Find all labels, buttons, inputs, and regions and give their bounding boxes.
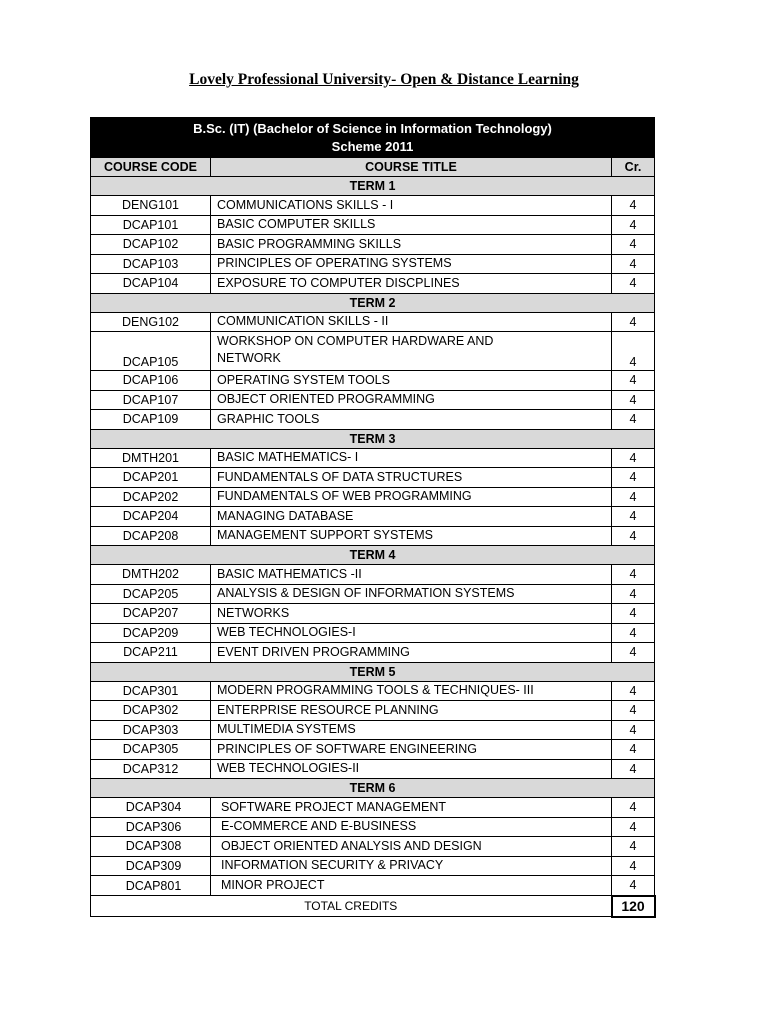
table-row [91, 312, 655, 332]
course-credits: 4 [612, 487, 655, 507]
column-header-title: COURSE TITLE [211, 158, 612, 177]
course-credits: 4 [612, 215, 655, 235]
course-table [90, 117, 656, 918]
course-credits: 4 [612, 371, 655, 391]
course-title: OBJECT ORIENTED ANALYSIS AND DESIGN [211, 837, 612, 857]
course-code: DENG102 [91, 312, 211, 332]
table-row [91, 254, 655, 274]
course-code: DMTH202 [91, 565, 211, 585]
table-row [91, 390, 655, 410]
table-row [91, 565, 655, 585]
column-header-row [91, 158, 655, 177]
table-row [91, 215, 655, 235]
course-title: BASIC PROGRAMMING SKILLS [211, 235, 612, 255]
course-credits: 4 [612, 274, 655, 294]
course-code: DCAP801 [91, 876, 211, 896]
course-credits: 4 [612, 196, 655, 216]
course-code: DCAP103 [91, 254, 211, 274]
course-code: DCAP302 [91, 701, 211, 721]
course-credits: 4 [612, 332, 655, 371]
course-credits: 4 [612, 410, 655, 430]
program-header [91, 118, 655, 158]
course-code: DCAP104 [91, 274, 211, 294]
course-title: BASIC COMPUTER SKILLS [211, 215, 612, 235]
program-name: B.Sc. (IT) (Bachelor of Science in Information Technology) [193, 121, 552, 136]
course-code: DCAP308 [91, 837, 211, 857]
term-row [91, 662, 655, 681]
course-code: DCAP304 [91, 798, 211, 818]
table-row [91, 798, 655, 818]
course-title: MULTIMEDIA SYSTEMS [211, 720, 612, 740]
course-title: NETWORKS [211, 604, 612, 624]
term-label: TERM 3 [91, 429, 655, 448]
total-row [91, 896, 655, 917]
course-title: INFORMATION SECURITY & PRIVACY [211, 856, 612, 876]
course-code: DCAP209 [91, 623, 211, 643]
course-code: DMTH201 [91, 448, 211, 468]
course-title: GRAPHIC TOOLS [211, 410, 612, 430]
table-row [91, 274, 655, 294]
course-credits: 4 [612, 876, 655, 896]
course-credits: 4 [612, 526, 655, 546]
table-row [91, 371, 655, 391]
course-credits: 4 [612, 740, 655, 760]
course-code: DCAP211 [91, 643, 211, 663]
course-credits: 4 [612, 643, 655, 663]
course-code: DCAP106 [91, 371, 211, 391]
course-credits: 4 [612, 468, 655, 488]
course-title: COMMUNICATIONS SKILLS - I [211, 196, 612, 216]
course-credits: 4 [612, 584, 655, 604]
course-code: DCAP305 [91, 740, 211, 760]
term-label: TERM 1 [91, 177, 655, 196]
course-title-line: NETWORK [217, 351, 281, 365]
course-code: DCAP205 [91, 584, 211, 604]
table-row [91, 837, 655, 857]
course-title: EVENT DRIVEN PROGRAMMING [211, 643, 612, 663]
table-row [91, 643, 655, 663]
term-row [91, 293, 655, 312]
term-label: TERM 2 [91, 293, 655, 312]
course-credits: 4 [612, 254, 655, 274]
table-row [91, 196, 655, 216]
course-code: DCAP202 [91, 487, 211, 507]
table-row [91, 448, 655, 468]
table-row [91, 876, 655, 896]
course-credits: 4 [612, 390, 655, 410]
course-code: DCAP201 [91, 468, 211, 488]
term-row [91, 177, 655, 196]
column-header-code: COURSE CODE [91, 158, 211, 177]
course-credits: 4 [612, 235, 655, 255]
course-credits: 4 [612, 856, 655, 876]
term-label: TERM 5 [91, 662, 655, 681]
course-title: E-COMMERCE AND E-BUSINESS [211, 817, 612, 837]
course-title: MANAGEMENT SUPPORT SYSTEMS [211, 526, 612, 546]
table-row [91, 701, 655, 721]
course-code: DCAP301 [91, 681, 211, 701]
table-row [91, 681, 655, 701]
table-row [91, 856, 655, 876]
course-credits: 4 [612, 817, 655, 837]
course-code: DCAP109 [91, 410, 211, 430]
course-title: EXPOSURE TO COMPUTER DISCPLINES [211, 274, 612, 294]
table-row [91, 623, 655, 643]
course-credits: 4 [612, 565, 655, 585]
course-code: DCAP101 [91, 215, 211, 235]
table-row [91, 584, 655, 604]
course-credits: 4 [612, 507, 655, 527]
course-credits: 4 [612, 701, 655, 721]
course-code: DCAP107 [91, 390, 211, 410]
course-credits: 4 [612, 681, 655, 701]
table-row [91, 604, 655, 624]
course-title: SOFTWARE PROJECT MANAGEMENT [211, 798, 612, 818]
table-row [91, 487, 655, 507]
course-title: ENTERPRISE RESOURCE PLANNING [211, 701, 612, 721]
table-row [91, 332, 655, 371]
course-code: DCAP102 [91, 235, 211, 255]
course-title: WEB TECHNOLOGIES-II [211, 759, 612, 779]
course-code: DCAP208 [91, 526, 211, 546]
table-row [91, 759, 655, 779]
table-row [91, 507, 655, 527]
table-row [91, 526, 655, 546]
table-row [91, 468, 655, 488]
table-row [91, 235, 655, 255]
course-title: BASIC MATHEMATICS -II [211, 565, 612, 585]
course-credits: 4 [612, 798, 655, 818]
course-title-line: WORKSHOP ON COMPUTER HARDWARE AND [217, 334, 494, 348]
course-title: MANAGING DATABASE [211, 507, 612, 527]
course-title: MODERN PROGRAMMING TOOLS & TECHNIQUES- III [211, 681, 612, 701]
course-code: DCAP312 [91, 759, 211, 779]
table-row [91, 740, 655, 760]
course-code: DENG101 [91, 196, 211, 216]
term-row [91, 546, 655, 565]
document-title: Lovely Professional University- Open & Distance Learning [189, 71, 579, 88]
course-credits: 4 [612, 720, 655, 740]
table-row [91, 410, 655, 430]
program-scheme: Scheme 2011 [331, 139, 414, 154]
term-row [91, 429, 655, 448]
course-title: WEB TECHNOLOGIES-I [211, 623, 612, 643]
term-label: TERM 6 [91, 779, 655, 798]
term-row [91, 779, 655, 798]
course-code: DCAP306 [91, 817, 211, 837]
course-title: OPERATING SYSTEM TOOLS [211, 371, 612, 391]
course-credits: 4 [612, 759, 655, 779]
course-credits: 4 [612, 312, 655, 332]
table-row [91, 720, 655, 740]
course-title [211, 332, 612, 371]
course-credits: 4 [612, 623, 655, 643]
course-credits: 4 [612, 837, 655, 857]
course-code: DCAP309 [91, 856, 211, 876]
table-row [91, 817, 655, 837]
total-credits-value: 120 [612, 896, 655, 917]
course-credits: 4 [612, 448, 655, 468]
total-credits-label: TOTAL CREDITS [91, 896, 612, 917]
course-code: DCAP204 [91, 507, 211, 527]
course-title: OBJECT ORIENTED PROGRAMMING [211, 390, 612, 410]
course-title: MINOR PROJECT [211, 876, 612, 896]
column-header-credits: Cr. [612, 158, 655, 177]
term-label: TERM 4 [91, 546, 655, 565]
course-title: PRINCIPLES OF OPERATING SYSTEMS [211, 254, 612, 274]
course-title: FUNDAMENTALS OF DATA STRUCTURES [211, 468, 612, 488]
course-title: BASIC MATHEMATICS- I [211, 448, 612, 468]
course-title: PRINCIPLES OF SOFTWARE ENGINEERING [211, 740, 612, 760]
course-code: DCAP207 [91, 604, 211, 624]
program-header-row [91, 118, 655, 158]
course-title: FUNDAMENTALS OF WEB PROGRAMMING [211, 487, 612, 507]
course-code: DCAP303 [91, 720, 211, 740]
course-title: ANALYSIS & DESIGN OF INFORMATION SYSTEMS [211, 584, 612, 604]
course-title: COMMUNICATION SKILLS - II [211, 312, 612, 332]
course-code: DCAP105 [91, 332, 211, 371]
course-credits: 4 [612, 604, 655, 624]
